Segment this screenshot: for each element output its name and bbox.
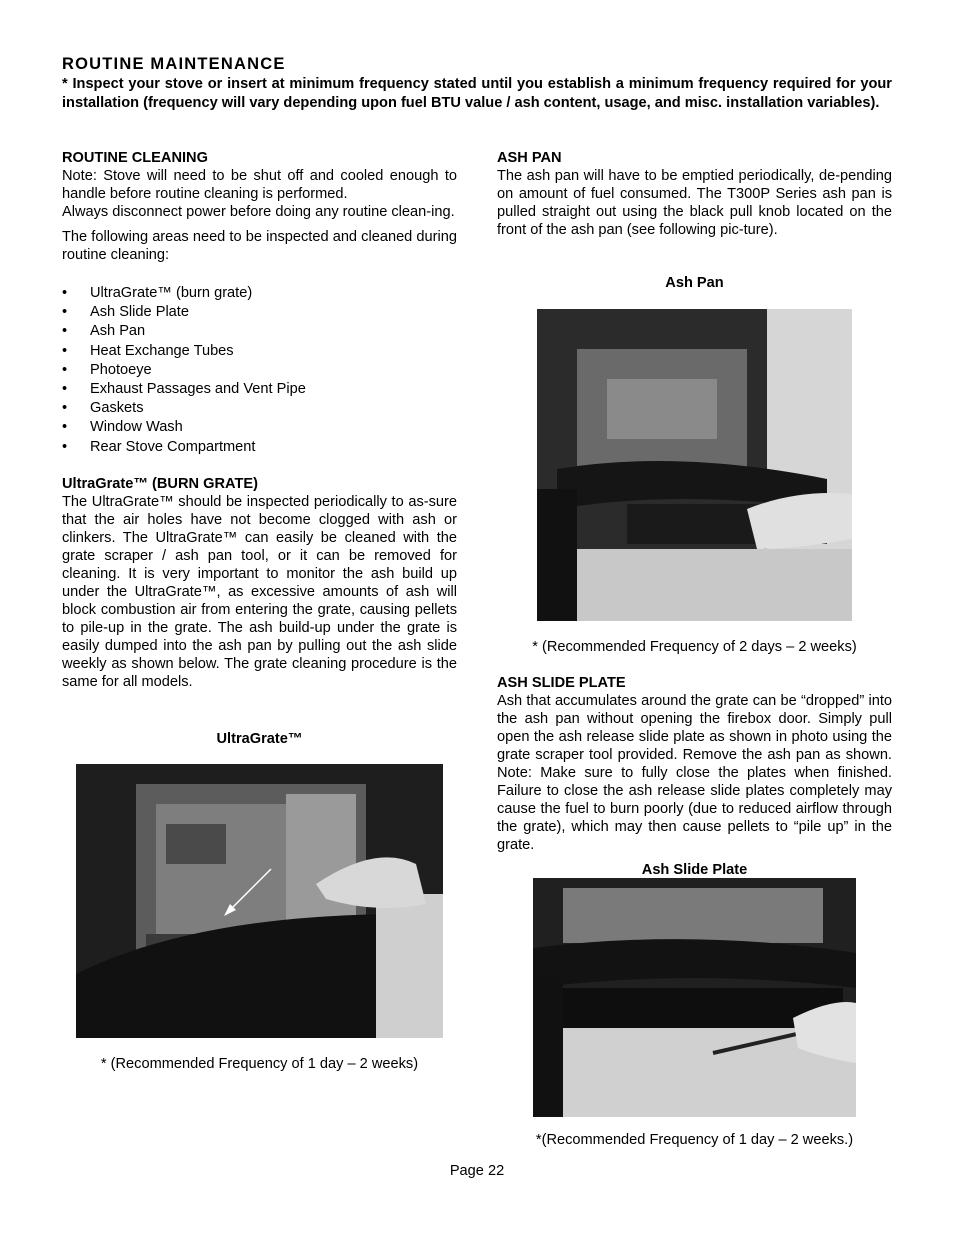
routine-cleaning-disconnect: Always disconnect power before doing any routine clean-ing. [62,204,455,220]
ash-pan-frequency: * (Recommended Frequency of 2 days – 2 weeks) [532,639,857,655]
page-number: Page 22 [449,1163,505,1179]
list-item: • Gaskets [62,399,457,418]
ash-pan-heading: ASH PAN [497,150,562,166]
routine-cleaning-heading: ROUTINE CLEANING [62,150,208,166]
list-item: • Window Wash [62,418,457,437]
ash-slide-section [497,674,892,854]
list-item: • Photoeye [62,361,457,380]
ultragrate-heading: UltraGrate™ (BURN GRATE) [62,475,258,492]
list-item: • Ash Slide Plate [62,303,457,322]
right-column [497,149,892,239]
ultragrate-frequency: * (Recommended Frequency of 1 day – 2 weeks) [100,1056,419,1072]
ash-pan-body: The ash pan will have to be emptied periodically, de-pending on amount of fuel consumed. The T300P Series ash pan is pulled straight out using the black pull knob located on the front of the ash pan (see following pic-ture). [497,168,892,238]
ash-slide-photo-caption: Ash Slide Plate [641,862,748,878]
list-item: • Rear Stove Compartment [62,438,457,457]
list-item: • Exhaust Passages and Vent Pipe [62,380,457,399]
list-item: • UltraGrate™ (burn grate) [62,284,457,303]
ultragrate-photo-caption: UltraGrate™ [216,731,303,747]
ultragrate-photo [76,764,443,1038]
page-title: ROUTINE MAINTENANCE [62,55,286,73]
ash-slide-photo [533,878,856,1117]
ash-slide-frequency: *(Recommended Frequency of 1 day – 2 weeks.) [535,1132,854,1148]
routine-cleaning-note: Note: Stove will need to be shut off and cooled enough to handle before routine cleaning is performed. [62,168,457,202]
ash-pan-photo-caption: Ash Pan [665,275,724,291]
list-item: • Heat Exchange Tubes [62,342,457,361]
cleaning-areas-list [62,284,457,457]
intro-paragraph: * Inspect your stove or insert at minimum frequency stated until you establish a minimum frequency required for your installation (frequency will vary depending upon fuel BTU value / ash content, usage, and misc. installation variables). [62,76,892,111]
ash-pan-photo [537,309,852,621]
ash-slide-body: Ash that accumulates around the grate can be “dropped” into the ash pan without opening the firebox door. Simply pull open the ash release slide plate as shown in photo using the grate scraper tool provided. Remove the ash pan as shown. Note: Make sure to fully close the plates when finished. Failure to close the ash release slide plates completely may cause the fuel to burn poorly (due to reduced airflow through the grate), which may then cause pellets to “pile up” in the grate. [497,693,892,853]
left-column [62,149,457,691]
ultragrate-body: The UltraGrate™ should be inspected periodically to as-sure that the air holes have not become clogged with ash or clinkers. The UltraGrate™ can easily be cleaned with the grate scraper / ash pan tool, or it can be removed for cleaning. It is very important to monitor the ash build up under the UltraGrate™, as excessive amounts of ash will block combustion air from entering the grate, causing pellets to pile-up in the grate. The ash build-up under the grate is easily dumped into the ash pan by pulling out the ash slide weekly as shown below. The grate cleaning procedure is the same for all models. [62,493,457,690]
routine-cleaning-areas-intro: The following areas need to be inspected and cleaned during routine cleaning: [62,229,457,263]
list-item: • Ash Pan [62,322,457,341]
ash-slide-heading: ASH SLIDE PLATE [497,675,626,691]
